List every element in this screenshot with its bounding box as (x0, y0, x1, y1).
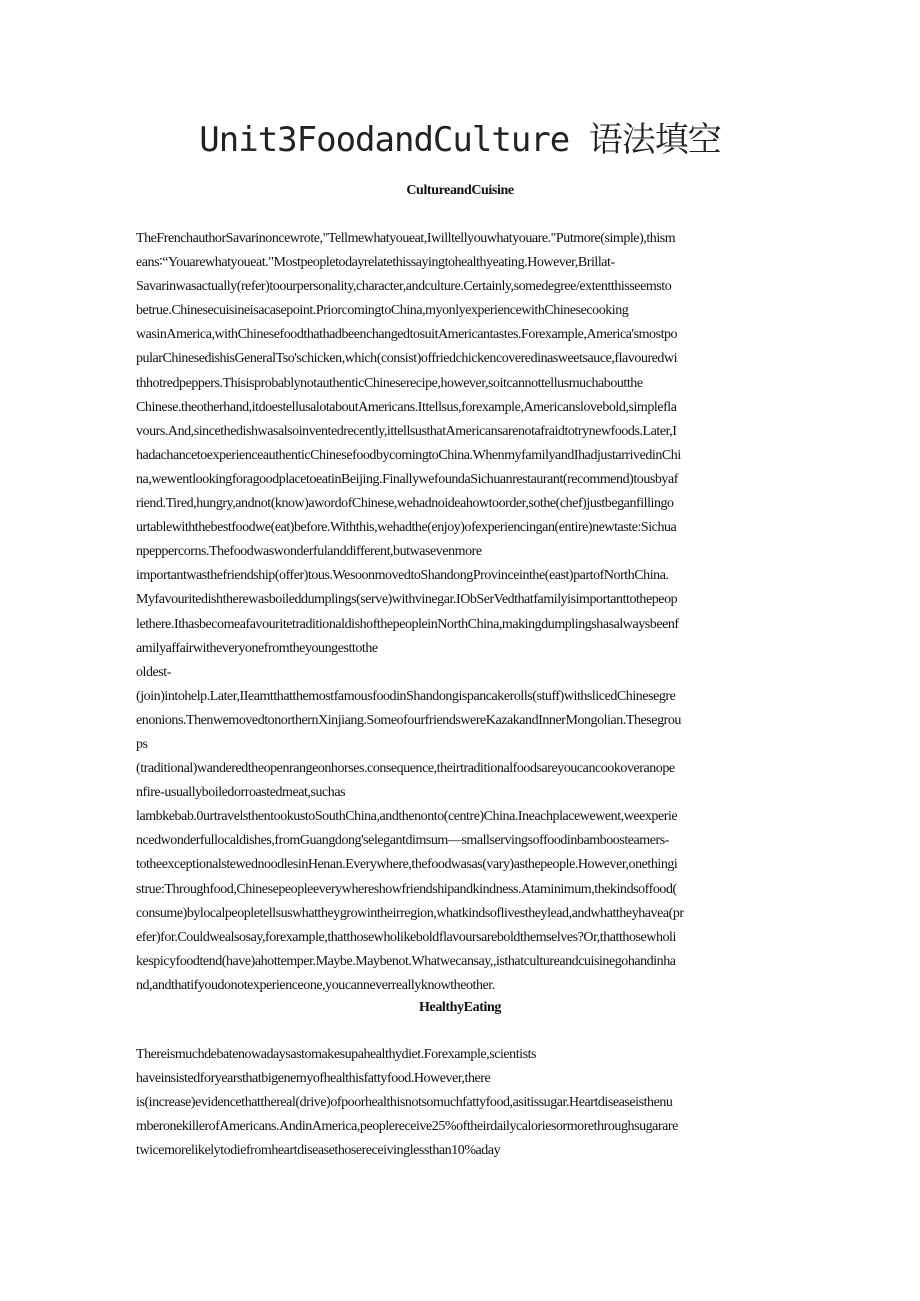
text-line: nfire-usuallyboiledorroastedmeat,suchas (136, 785, 346, 801)
text-line: hadachancetoexperienceauthenticChinesefoodbycomingtoChina.WhenmyfamilyandIhadjustarrivedinChi (136, 447, 681, 463)
text-line: ncedwonderfullocaldishes,fromGuangdong'selegantdimsum—smallservingsoffoodinbamboosteamers- (136, 833, 669, 849)
text-line: mberonekillerofAmericans.AndinAmerica,peoplereceive25%oftheirdailycaloriesormorethroughsugarare (136, 1119, 678, 1135)
text-line: wasinAmerica,withChinesefoodthathadbeenchangedtosuitAmericantastes.Forexample,America'smostpo (136, 327, 678, 343)
text-line: haveinsistedforyearsthatbigenemyofhealthisfattyfood.However,there (136, 1071, 491, 1087)
text-line: Myfavouritedishtherewasboileddumplings(serve)withvinegar.IObSerVedthatfamilyisimportanttothepeop (136, 592, 678, 608)
text-line: efer)for.Couldwealsosay,forexample,thatthosewholikeboldflavoursareboldthemselves?Or,thatthosewholi (136, 929, 676, 945)
text-line: Thereismuchdebatenowadaysastomakesupahealthydiet.Forexample,scientists (136, 1047, 537, 1062)
text-line: urtablewiththebestfoodwe(eat)before.Withthis,wehadthe(enjoy)ofexperiencingan(entire)newtaste:Sichua (136, 520, 677, 536)
text-line: importantwasthefriendship(offer)tous.WesoonmovedtoShandongProvinceinthe(east)partofNorthChina. (136, 568, 669, 584)
text-line: amilyaffairwitheveryonefromtheyoungesttothe (136, 640, 378, 656)
text-line: (traditional)wanderedtheopenrangeonhorses.consequence,theirtraditionalfoodsareyoucancookoveranope (136, 761, 675, 777)
text-line: na,wewentlookingforagoodplacetoeatinBeijing.FinallywefoundaSichuanrestaurant(recommend)tousbyaf (136, 471, 678, 487)
text-line: eans∶“Youarewhatyoueat."Mostpeopletodayrelatethissayingtohealthyeating.However,Brillat- (136, 255, 615, 271)
text-line: vours.And,sincethedishwasalsoinventedrecently,ittellsusthatAmericansarenotafraidtotrynewfoods.Later,I (136, 423, 677, 439)
text-line: totheexceptionalstewednoodlesinHenan.Everywhere,thefoodwasas(vary)asthepeople.However,onethingi (136, 857, 678, 873)
section-body-healthy-eating (136, 1043, 786, 1163)
text-line: lethere.IthasbecomeafavouritetraditionaldishofthepeopleinNorthChina,makingdumplingshasalwaysbeenf (136, 616, 679, 632)
text-line: consume)bylocalpeopletellsuswhattheygrowintheirregion,whatkindsoflivestheylead,andwhattheyhavea(pr (136, 905, 684, 921)
text-line: oldest- (136, 664, 171, 680)
text-line: is(increase)evidencethatthereal(drive)ofpoorhealthisnotsomuchfattyfood,asitissugar.Heartdiseaseisthenu (136, 1095, 673, 1111)
text-line: enonions.ThenwemovedtonorthernXinjiang.SomeofourfriendswereKazakandInnerMongolian.Thesegrou (136, 712, 681, 728)
text-line: (join)intohelp.Later,IIeamtthatthemostfamousfoodinShandongispancakerolls(stuff)withslicedChinesegre (136, 688, 676, 704)
text-line: riend.Tired,hungry,andnot(know)awordofChinese,wehadnoideahowtoorder,sothe(chef)justbeganfillingo (136, 496, 674, 512)
text-line: pularChinesedishisGeneralTso'schicken,which(consist)offriedchickencoveredinasweetsauce,flavouredwi (136, 351, 678, 367)
text-line: Chinese.theotherhand,itdoestellusalotaboutAmericans.Ittellsus,forexample,Americanslovebold,simplefla (136, 399, 677, 415)
section-body-culture-and-cuisine (136, 227, 786, 998)
text-line: thhotredpeppers.ThisisprobablynotauthenticChineserecipe,however,soitcannottellusmuchaboutthe (136, 375, 643, 391)
text-line: twicemorelikelytodiefromheartdiseasethosereceivinglessthan10%aday (136, 1143, 501, 1159)
text-line: kespicyfoodtend(have)ahottemper.Maybe.Maybenot.Whatwecansay,,isthatcultureandcuisinegohandinha (136, 953, 676, 969)
text-line: Savarinwasactually(refer)toourpersonality,character,andculture.Certainly,somedegree/extentthisseemsto (136, 279, 672, 295)
text-line: strue:Throughfood,Chinesepeopleeverywhereshowfriendshipandkindness.Ataminimum,thekindsoffood( (136, 881, 677, 897)
section-heading-culture-and-cuisine: CultureandCuisine (406, 183, 514, 198)
text-line: ps (136, 736, 148, 752)
text-line: lambkebab.0urtravelsthentookustoSouthChina,andthenonto(centre)China.Ineachplacewewent,weexperie (136, 809, 678, 825)
text-line: nd,andthatifyoudonotexperienceone,youcanneverreallyknowtheother. (136, 977, 495, 993)
section-heading-healthy-eating: HealthyEating (419, 1000, 501, 1015)
text-line: betrue.Chinesecuisineisacasepoint.PriorcomingtoChina,myonlyexperiencewithChinesecooking (136, 303, 629, 319)
text-line: TheFrenchauthorSavarinoncewrote,"Tellmewhatyoueat,Iwilltellyouwhatyouare."Putmore(simple),thism (136, 231, 676, 246)
text-line: npeppercorns.Thefoodwaswonderfulanddifferent,butwasevenmore (136, 544, 482, 560)
page-title: Unit3FoodandCulture 语法填空 (199, 120, 721, 160)
